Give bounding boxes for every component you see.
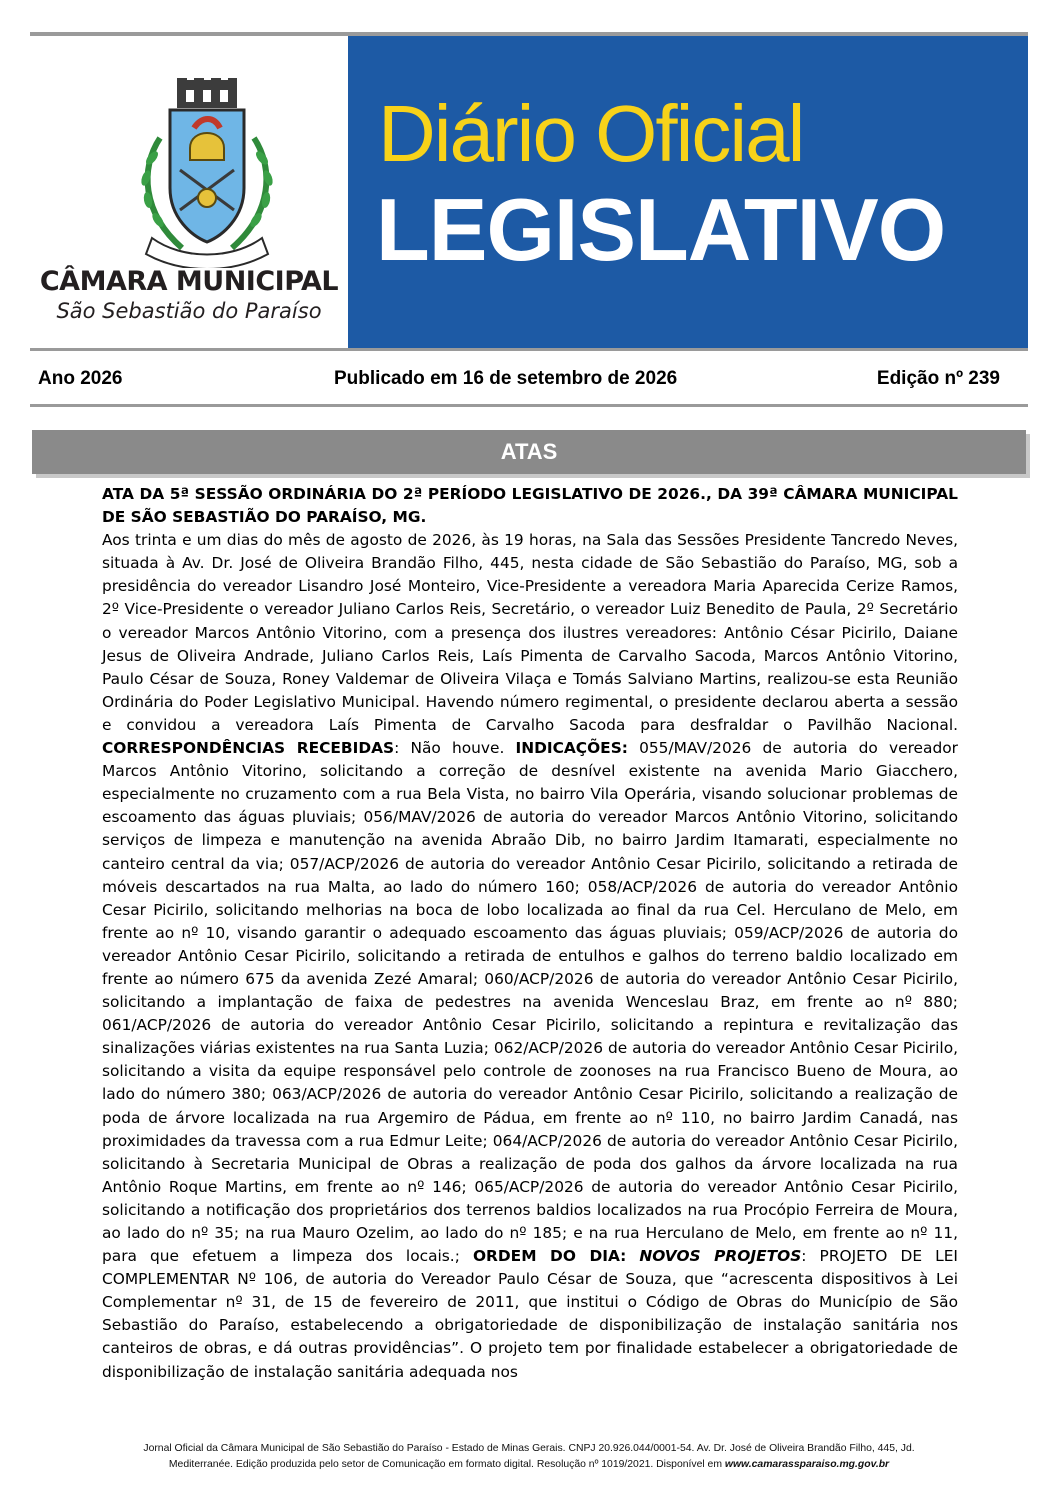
edition-number: Edição nº 239 — [876, 368, 1000, 389]
municipal-coat-of-arms-icon — [122, 78, 292, 268]
footer-line2-text: Mediterranée. Edição produzida pelo setor de Comunicação em formato digital. Resolução nº 1019/2021. Disponível em — [168, 1459, 722, 1470]
org-name: CÂMARA MUNICIPAL — [39, 266, 339, 297]
meta-divider — [30, 404, 1028, 407]
footer-line1: Jornal Oficial da Câmara Municipal de São Sebastião do Paraíso - Estado de Minas Gerais. CNPJ 20.926.044/0001-54. Av. Dr. José de Oliveira Brandão Filho, 445, Jd. — [143, 1443, 915, 1454]
footer-line2 — [40, 1457, 1018, 1473]
publication-date: Publicado em 16 de setembro de 2026 — [334, 368, 678, 389]
section-header — [32, 430, 1026, 474]
title-banner — [348, 36, 1028, 348]
correspondence-text: : Não houve. — [394, 739, 505, 758]
order-of-day-label: ORDEM DO DIA: — [472, 1247, 627, 1266]
header-divider — [30, 348, 1028, 351]
indications-label: INDICAÇÕES: — [515, 739, 628, 758]
indications-text: 055/MAV/2026 de autoria do vereador Marcos Antônio Vitorino, solicitando a correção de desnível existente na avenida Mario Giacchero, especialmente no cruzamento com a rua Bela Vista, no bairro Vila Operária, visando solucionar problemas de escoamento das águas pluviais; 056/MAV/2026 de autoria do vereador Marcos Antônio Vitorino, solicitando serviços de limpeza e manutenção na avenida Abraão Dib, no bairro Jardim Itamarati, especialmente no canteiro central da via; 057/ACP/2026 de autoria do vereador Antônio Cesar Picirilo, solicitando a retirada de móveis descartados na rua Malta, ao lado do número 160; 058/ACP/2026 de autoria do vereador Antônio Cesar Picirilo, solicitando melhorias na boca de lobo localizada ao final da rua Cel. Herculano de Melo, em frente ao nº 10, visando garantir o adequado escoamento das águas pluviais; 059/ACP/2026 de autoria do vereador Antônio Cesar Picirilo, solicitando a retirada de entulhos e galhos do terreno baldio localizado em frente ao número 675 da avenida Zezé Amaral; 060/ACP/2026 de autoria do vereador Antônio Cesar Picirilo, solicitando a implantação de faixa de pedestres na avenida Wenceslau Braz, em frente ao nº 880; 061/ACP/2026 de autoria do vereador Antônio Cesar Picirilo, solicitando a repintura e revitalização das sinalizações viárias existentes na rua Santa Luzia; 062/ACP/2026 de autoria do vereador Antônio Cesar Picirilo, solicitando a visita da equipe responsável pelo controle de zoonoses na rua Francisco Bueno de Moura, ao lado do número 380; 063/ACP/2026 de autoria do vereador Antônio Cesar Picirilo, solicitando a realização de poda de árvore localizada na rua Argemiro de Pádua, em frente ao nº 110, no bairro Jardim Canadá, nas proximidades da travessa com a rua Edmur Leite; 064/ACP/2026 de autoria do vereador Antônio Cesar Picirilo, solicitando à Secretaria Municipal de Obras a realização de poda dos galhos da árvore localizada na rua Antônio Roque Martins, em frente ao nº 146; 065/ACP/2026 de autoria do vereador Antônio Cesar Picirilo, solicitando a notificação dos proprietários dos terrenos baldios localizados na rua Procópio Ferreira de Moura, ao lado do nº 35; na rua Mauro Ozelim, ao lado do nº 185; e na rua Herculano de Melo, em frente ao nº 11, para que efetuem a limpeza dos locais.; — [102, 739, 958, 1266]
minutes-document — [102, 483, 958, 1384]
banner-title-line2: LEGISLATIVO — [376, 180, 946, 279]
minutes-body — [102, 529, 958, 1383]
minutes-heading: ATA DA 5ª SESSÃO ORDINÁRIA DO 2ª PERÍODO LEGISLATIVO DE 2026., DA 39ª CÂMARA MUNICIPAL DE SÃO SEBASTIÃO DO PARAÍSO, MG. — [102, 485, 958, 527]
page-footer — [40, 1441, 1018, 1473]
org-city: São Sebastião do Paraíso — [56, 299, 322, 323]
section-title: ATAS — [500, 439, 558, 464]
banner-title-line1: Diário Oficial — [378, 89, 804, 178]
issue-year: Ano 2026 — [38, 368, 123, 389]
correspondence-label: CORRESPONDÊNCIAS RECEBIDAS — [102, 739, 395, 758]
order-of-day-text: : PROJETO DE LEI COMPLEMENTAR Nº 106, de autoria do Vereador Paulo César de Souza, que “acrescenta dispositivos à Lei Complementar nº 31, de 15 de fevereiro de 2011, que institui o Código de Obras do Município de São Sebastião do Paraíso, estabelecendo a obrigatoriedade de disponibilização de instalação sanitária nos canteiros de obras, e dá outras providências”. O projeto tem por finalidade estabelecer a obrigatoriedade de disponibilização de instalação sanitária adequada nos — [102, 1247, 958, 1381]
opening-text: Aos trinta e um dias do mês de agosto de 2026, às 19 horas, na Sala das Sessões Presidente Tancredo Neves, situada à Av. Dr. José de Oliveira Brandão Filho, 445, nesta cidade de São Sebastião do Paraíso, MG, sob a presidência do vereador Lisandro José Monteiro, Vice-Presidente a vereadora Maria Aparecida Cerize Ramos, 2º Vice-Presidente o vereador Juliano Carlos Reis, Secretário, o vereador Luiz Benedito de Paula, 2º Secretário o vereador Marcos Antônio Vitorino, com a presença dos ilustres vereadores: Antônio César Picirilo, Daiane Jesus de Oliveira Andrade, Juliano Carlos Reis, Laís Pimenta de Carvalho Sacoda, Marcos Antônio Vitorino, Paulo César de Souza, Roney Valdemar de Oliveira Vilaça e Tomás Salviano Martins, realizou-se esta Reunião Ordinária do Poder Legislativo Municipal. Havendo número regimental, o presidente declarou aberta a sessão e convidou a vereadora Laís Pimenta de Carvalho Sacoda para desfraldar o Pavilhão Nacional. — [102, 531, 958, 734]
issue-meta — [38, 368, 1000, 394]
new-projects-label: NOVOS PROJETOS — [639, 1247, 802, 1266]
footer-website-link[interactable]: www.camarassparaiso.mg.gov.br — [724, 1459, 890, 1470]
logo-area — [30, 36, 348, 348]
